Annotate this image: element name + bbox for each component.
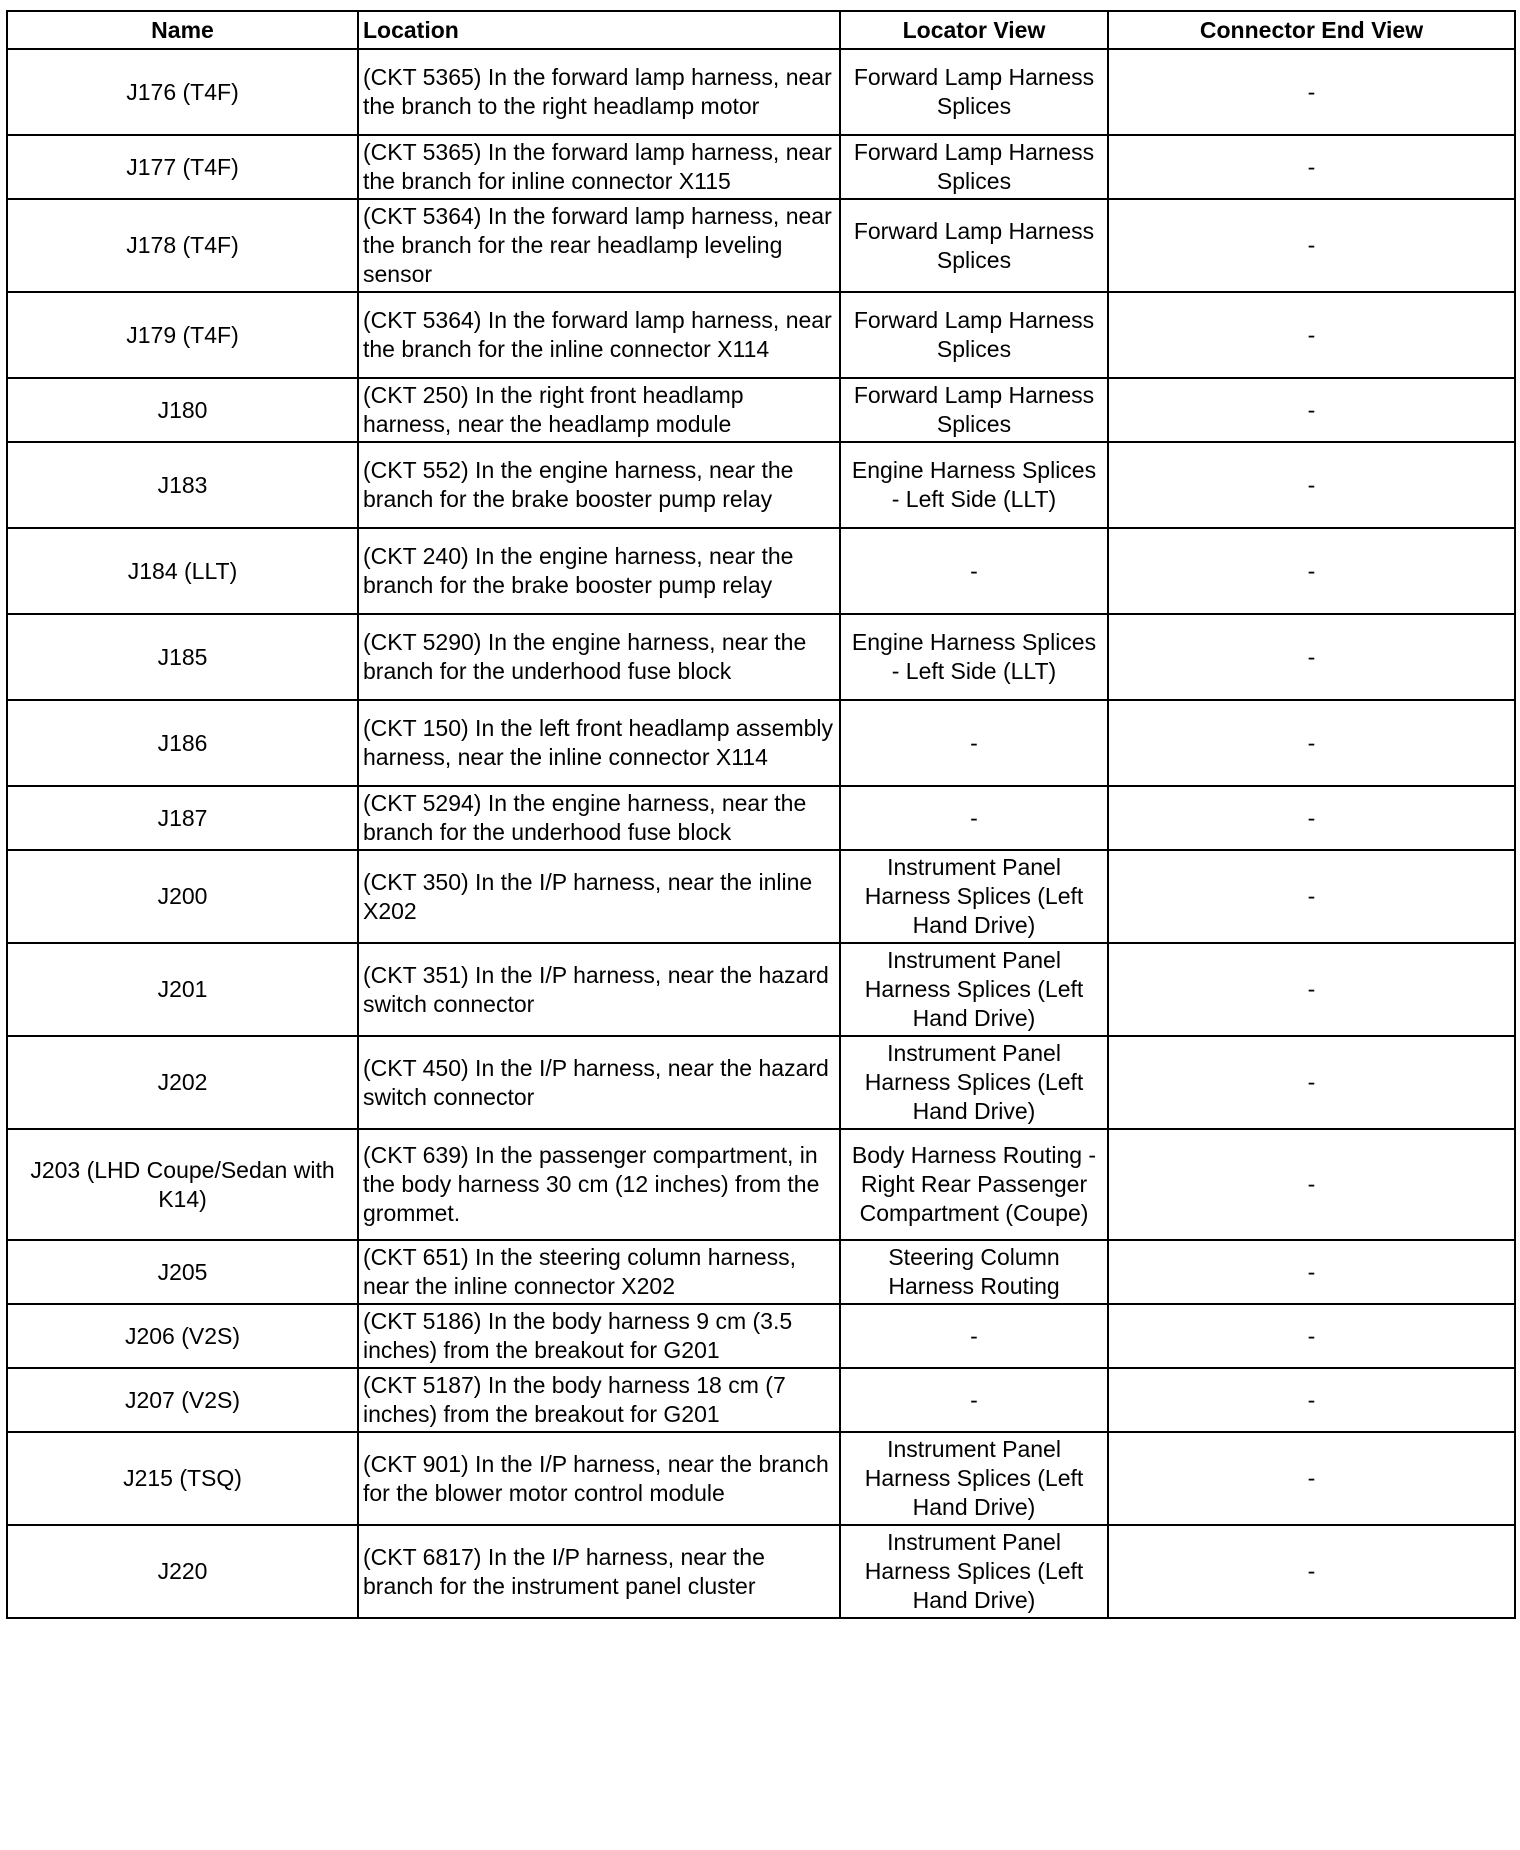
cell-location: (CKT 6817) In the I/P harness, near the branch for the instrument panel cluster (358, 1525, 840, 1618)
cell-location: (CKT 5186) In the body harness 9 cm (3.5 inches) from the breakout for G201 (358, 1304, 840, 1368)
cell-name: J203 (LHD Coupe/Sedan with K14) (7, 1129, 358, 1240)
table-row (7, 1240, 1515, 1304)
table-row (7, 614, 1515, 700)
cell-location: (CKT 150) In the left front headlamp assembly harness, near the inline connector X114 (358, 700, 840, 786)
cell-name: J220 (7, 1525, 358, 1618)
cell-locator-view: Engine Harness Splices - Left Side (LLT) (840, 614, 1108, 700)
cell-location: (CKT 350) In the I/P harness, near the inline X202 (358, 850, 840, 943)
cell-locator-view: - (840, 786, 1108, 850)
cell-connector-end-view: - (1108, 1240, 1515, 1304)
cell-locator-view: Forward Lamp Harness Splices (840, 292, 1108, 378)
cell-name: J180 (7, 378, 358, 442)
table-row (7, 442, 1515, 528)
table-row (7, 1129, 1515, 1240)
cell-connector-end-view: - (1108, 1129, 1515, 1240)
cell-location: (CKT 5294) In the engine harness, near the branch for the underhood fuse block (358, 786, 840, 850)
cell-location: (CKT 5290) In the engine harness, near the branch for the underhood fuse block (358, 614, 840, 700)
table-row (7, 199, 1515, 292)
cell-connector-end-view: - (1108, 442, 1515, 528)
cell-name: J186 (7, 700, 358, 786)
cell-locator-view: - (840, 700, 1108, 786)
cell-locator-view: Instrument Panel Harness Splices (Left Hand Drive) (840, 1432, 1108, 1525)
cell-locator-view: - (840, 1368, 1108, 1432)
cell-location: (CKT 5365) In the forward lamp harness, near the branch for inline connector X115 (358, 135, 840, 199)
cell-connector-end-view: - (1108, 943, 1515, 1036)
table-body (7, 49, 1515, 1618)
cell-location: (CKT 250) In the right front headlamp harness, near the headlamp module (358, 378, 840, 442)
cell-name: J179 (T4F) (7, 292, 358, 378)
table-row (7, 1432, 1515, 1525)
cell-connector-end-view: - (1108, 528, 1515, 614)
header-row (7, 11, 1515, 49)
cell-name: J185 (7, 614, 358, 700)
cell-connector-end-view: - (1108, 1368, 1515, 1432)
cell-name: J183 (7, 442, 358, 528)
table-row (7, 786, 1515, 850)
cell-locator-view: Forward Lamp Harness Splices (840, 199, 1108, 292)
cell-locator-view: Instrument Panel Harness Splices (Left Hand Drive) (840, 1525, 1108, 1618)
cell-locator-view: - (840, 1304, 1108, 1368)
cell-connector-end-view: - (1108, 135, 1515, 199)
table-row (7, 1036, 1515, 1129)
cell-locator-view: Forward Lamp Harness Splices (840, 49, 1108, 135)
cell-connector-end-view: - (1108, 1525, 1515, 1618)
cell-locator-view: Forward Lamp Harness Splices (840, 135, 1108, 199)
header-connector-end-view: Connector End View (1108, 11, 1515, 49)
table-row (7, 292, 1515, 378)
cell-name: J177 (T4F) (7, 135, 358, 199)
cell-location: (CKT 240) In the engine harness, near the branch for the brake booster pump relay (358, 528, 840, 614)
table-row (7, 378, 1515, 442)
cell-name: J178 (T4F) (7, 199, 358, 292)
table-row (7, 850, 1515, 943)
cell-connector-end-view: - (1108, 1432, 1515, 1525)
cell-locator-view: Engine Harness Splices - Left Side (LLT) (840, 442, 1108, 528)
table-row (7, 700, 1515, 786)
cell-location: (CKT 450) In the I/P harness, near the hazard switch connector (358, 1036, 840, 1129)
cell-connector-end-view: - (1108, 199, 1515, 292)
cell-connector-end-view: - (1108, 700, 1515, 786)
table-row (7, 49, 1515, 135)
header-location: Location (358, 11, 840, 49)
cell-name: J184 (LLT) (7, 528, 358, 614)
header-locator-view: Locator View (840, 11, 1108, 49)
cell-location: (CKT 351) In the I/P harness, near the hazard switch connector (358, 943, 840, 1036)
cell-locator-view: Instrument Panel Harness Splices (Left Hand Drive) (840, 1036, 1108, 1129)
cell-location: (CKT 639) In the passenger compartment, in the body harness 30 cm (12 inches) from the grommet. (358, 1129, 840, 1240)
cell-locator-view: Instrument Panel Harness Splices (Left Hand Drive) (840, 850, 1108, 943)
cell-connector-end-view: - (1108, 378, 1515, 442)
splice-location-table (6, 10, 1516, 1619)
cell-connector-end-view: - (1108, 292, 1515, 378)
cell-connector-end-view: - (1108, 1036, 1515, 1129)
cell-connector-end-view: - (1108, 49, 1515, 135)
cell-locator-view: Forward Lamp Harness Splices (840, 378, 1108, 442)
table-row (7, 1304, 1515, 1368)
cell-locator-view: Instrument Panel Harness Splices (Left Hand Drive) (840, 943, 1108, 1036)
cell-name: J205 (7, 1240, 358, 1304)
splice-table-page (6, 10, 1514, 1619)
table-header (7, 11, 1515, 49)
cell-name: J201 (7, 943, 358, 1036)
cell-name: J176 (T4F) (7, 49, 358, 135)
cell-location: (CKT 552) In the engine harness, near the branch for the brake booster pump relay (358, 442, 840, 528)
cell-location: (CKT 651) In the steering column harness, near the inline connector X202 (358, 1240, 840, 1304)
cell-name: J206 (V2S) (7, 1304, 358, 1368)
cell-name: J207 (V2S) (7, 1368, 358, 1432)
cell-locator-view: Body Harness Routing - Right Rear Passenger Compartment (Coupe) (840, 1129, 1108, 1240)
cell-location: (CKT 5365) In the forward lamp harness, near the branch to the right headlamp motor (358, 49, 840, 135)
cell-locator-view: - (840, 528, 1108, 614)
table-row (7, 135, 1515, 199)
cell-location: (CKT 5187) In the body harness 18 cm (7 inches) from the breakout for G201 (358, 1368, 840, 1432)
cell-location: (CKT 5364) In the forward lamp harness, near the branch for the rear headlamp leveling sensor (358, 199, 840, 292)
header-name: Name (7, 11, 358, 49)
table-row (7, 1525, 1515, 1618)
cell-connector-end-view: - (1108, 1304, 1515, 1368)
cell-connector-end-view: - (1108, 850, 1515, 943)
cell-locator-view: Steering Column Harness Routing (840, 1240, 1108, 1304)
cell-name: J200 (7, 850, 358, 943)
table-row (7, 528, 1515, 614)
table-row (7, 943, 1515, 1036)
cell-connector-end-view: - (1108, 614, 1515, 700)
cell-location: (CKT 901) In the I/P harness, near the branch for the blower motor control module (358, 1432, 840, 1525)
cell-location: (CKT 5364) In the forward lamp harness, near the branch for the inline connector X114 (358, 292, 840, 378)
cell-connector-end-view: - (1108, 786, 1515, 850)
cell-name: J187 (7, 786, 358, 850)
cell-name: J215 (TSQ) (7, 1432, 358, 1525)
cell-name: J202 (7, 1036, 358, 1129)
table-row (7, 1368, 1515, 1432)
